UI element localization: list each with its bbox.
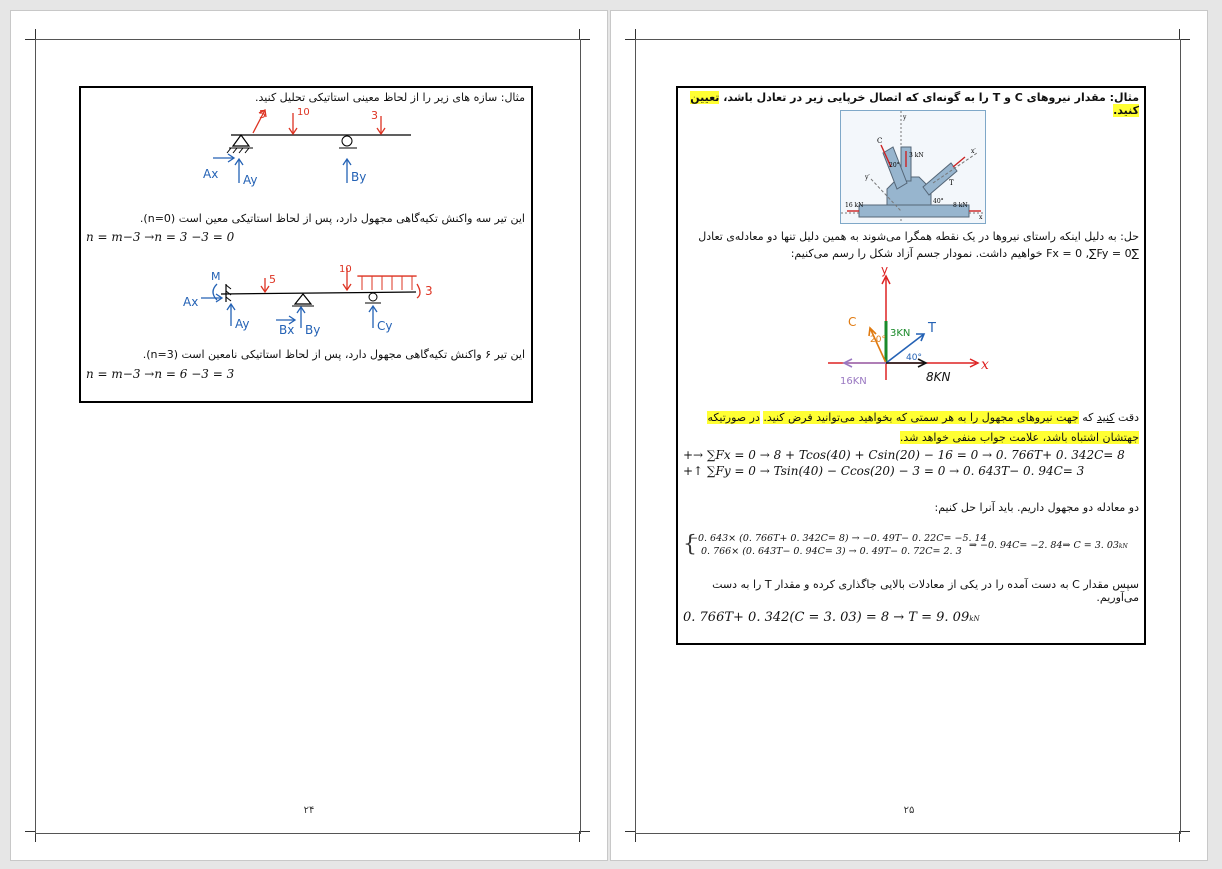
reaction-label: Bx — [279, 323, 295, 337]
photo-label: 8 kN — [953, 202, 968, 209]
photo-label: 3 kN — [909, 152, 924, 159]
fbd-force-label: T — [928, 321, 936, 336]
example-box-statics — [79, 86, 533, 403]
fbd-force-label: C — [848, 315, 857, 329]
fbd-force-label: 8KN — [926, 370, 951, 384]
system-result: ⇒ −0. 94C= −2. 84⇒ C = 3. 03kN — [969, 540, 1128, 551]
beam1-formula: n = m−3 →n = 3 −3 = 0 — [86, 230, 235, 244]
assumption-note: دقت کنید که جهت نیروهای مجهول را به هر سمتی که بخواهید می‌توانید فرض کنید. در صورتیکه جهتشان اشتباه باشد، علامت جواب منفی خواهد شد. — [707, 411, 1139, 444]
reaction-label: Ax — [203, 167, 219, 181]
system-line-2: 0. 766× (0. 643T− 0. 94C= 3) → 0. 49T− 0. 72C= 2. 3 — [701, 546, 962, 557]
photo-label: 16 kN — [845, 202, 864, 209]
photo-label: y′ — [865, 174, 870, 181]
system-line-1: −0. 643× (0. 766T+ 0. 342C= 8) → −0. 49T− 0. 22C= −5. 14 — [690, 533, 987, 544]
brace: { — [683, 532, 697, 557]
solution-intro: حل: به دلیل اینکه راستای نیروها در یک نقطه همگرا می‌شوند به همین دلیل تنها دو معادله‌ی تعادل ∑Fx = 0 ,∑Fy = 0 خواهیم داشت. نمودار جسم آزاد شکل را رسم می‌کنیم: — [698, 230, 1139, 260]
photo-label: 40° — [933, 198, 944, 205]
photo-label: x′ — [971, 148, 976, 155]
page-number: ۲۵ — [903, 805, 915, 816]
photo-label: T — [949, 179, 954, 187]
load-label: 3 — [425, 284, 433, 298]
equation-fx: +→ ∑Fx = 0 → 8 + Tcos(40) + Csin(20) − 16 = 0 → 0. 766T+ 0. 342C= 8 — [683, 448, 1125, 462]
beam1-statement: این تیر سه واکنش تکیه‌گاهی مجهول دارد، پس از لحاظ استاتیکی معین است (n=0). — [139, 212, 525, 225]
page-24 — [11, 11, 607, 860]
example-title: مثال: مقدار نیروهای C و T را به گونه‌ای که اتصال خرپایی زیر در تعادل باشد، تعیین کنید. — [690, 91, 1139, 117]
fbd-force-label: 16KN — [840, 376, 867, 387]
page-25 — [611, 11, 1207, 860]
final-equation: 0. 766T+ 0. 342(C = 3. 03) = 8 → T = 9. 09kN — [683, 610, 980, 625]
fbd-angle-label: 40° — [906, 353, 922, 363]
moment-label: M — [211, 270, 221, 283]
beam2-formula: n = m−3 →n = 6 −3 = 3 — [86, 367, 235, 381]
photo-label: y — [903, 114, 907, 121]
equation-system — [683, 532, 1143, 562]
equation-fy: +↑ ∑Fy = 0 → Tsin(40) − Ccos(20) − 3 = 0 → 0. 643T− 0. 94C= 3 — [683, 464, 1085, 478]
photo-label: 20° — [889, 162, 900, 169]
highlighted-text: در صورتیکه جهتشان اشتباه باشد، علامت جواب منفی خواهد شد. — [707, 411, 1139, 444]
load-label: 5 — [259, 108, 266, 121]
reaction-label: Ay — [243, 173, 258, 187]
substitution-text: سپس مقدار C به دست آمده را در یکی از معادلات بالایی جاگذاری کرده و مقدار T را به دست می‌آوریم. — [712, 578, 1139, 604]
load-label: 5 — [269, 273, 276, 286]
reaction-label: Ax — [183, 295, 199, 309]
load-label: 3 — [371, 109, 378, 122]
reaction-label: Cy — [377, 319, 393, 333]
fbd-angle-label: 20° — [870, 335, 886, 345]
fbd-force-label: 3KN — [890, 328, 911, 339]
load-label: 10 — [339, 264, 352, 275]
reaction-label: By — [305, 323, 321, 337]
page-number: ۲۴ — [303, 805, 315, 816]
reaction-label: Ay — [235, 317, 250, 331]
photo-label: x — [979, 214, 983, 221]
example-box-truss — [676, 86, 1146, 645]
fbd-axis-label: y — [881, 263, 889, 277]
two-equations-text: دو معادله دو مجهول داریم. باید آنرا حل کنیم: — [934, 501, 1139, 514]
example-title: مثال: سازه های زیر را از لحاظ معینی استاتیکی تحلیل کنید. — [255, 91, 525, 104]
highlighted-text: تعیین کنید. — [690, 91, 1139, 117]
reaction-label: By — [351, 170, 367, 184]
beam2-statement: این تیر ۶ واکنش تکیه‌گاهی مجهول دارد، پس از لحاظ استاتیکی نامعین است (n=3). — [142, 348, 525, 361]
highlighted-text: جهت نیروهای مجهول را به هر سمتی که بخواهید می‌توانید فرض کنید. — [763, 411, 1079, 424]
photo-label: C — [877, 137, 883, 145]
load-label: 10 — [297, 107, 310, 118]
fbd-axis-label: x — [981, 357, 989, 373]
